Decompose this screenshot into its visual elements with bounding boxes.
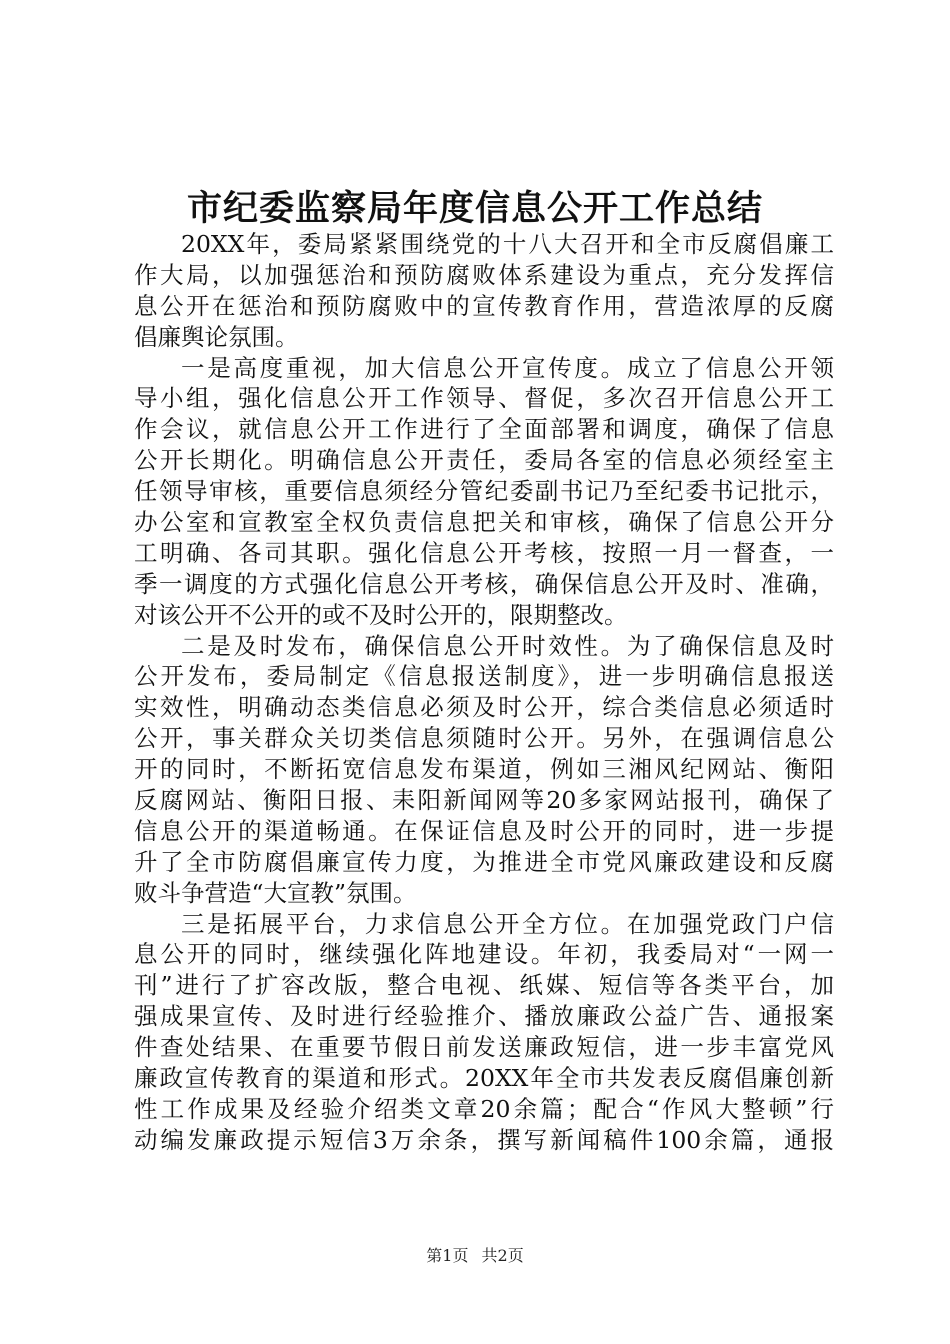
paragraph-2-line-6: 办公室和宣教室全权负责信息把关和审核，确保了信息公开分 — [134, 508, 834, 537]
document-title: 市纪委监察局年度信息公开工作总结 — [186, 188, 763, 229]
paragraph-4-line-8: 动编发廉政提示短信3万余条，撰写新闻稿件100余篇，通报 — [134, 1125, 834, 1154]
paragraph-2-line-7: 工明确、各司其职。强化信息公开考核，按照一月一督查，一 — [134, 538, 834, 567]
paragraph-1-line-3: 息公开在惩治和预防腐败中的宣传教育作用，营造浓厚的反腐 — [134, 291, 834, 320]
paragraph-1-line-1: 20XX年，委局紧紧围绕党的十八大召开和全市反腐倡廉工 — [181, 230, 834, 258]
paragraph-2-line-4: 公开长期化。明确信息公开责任，委局各室的信息必须经室主 — [134, 446, 834, 475]
paragraph-2-line-9: 对该公开不公开的或不及时公开的，限期整改。 — [134, 600, 628, 629]
paragraph-3-line-3: 实效性，明确动态类信息必须及时公开，综合类信息必须适时 — [134, 693, 834, 722]
paragraph-3-line-7: 信息公开的渠道畅通。在保证信息及时公开的同时，进一步提 — [134, 816, 834, 845]
page-number: 第1页 — [426, 1246, 469, 1265]
document-body — [134, 229, 834, 1156]
paragraph-4-line-1: 三是拓展平台，力求信息公开全方位。在加强党政门户信 — [181, 909, 834, 938]
paragraph-3-line-9: 败斗争营造“大宣教”氛围。 — [134, 878, 417, 907]
paragraph-3-line-1: 二是及时发布，确保信息公开时效性。为了确保信息及时 — [181, 631, 834, 660]
page-footer — [0, 1246, 950, 1266]
paragraph-3-line-4: 公开，事关群众关切类信息须随时公开。另外，在强调信息公 — [134, 724, 834, 753]
paragraph-4-line-3: 刊”进行了扩容改版，整合电视、纸媒、短信等各类平台，加 — [134, 971, 834, 1000]
paragraph-2-line-8: 季一调度的方式强化信息公开考核，确保信息公开及时、准确， — [134, 569, 834, 598]
paragraph-3-line-2: 公开发布，委局制定《信息报送制度》，进一步明确信息报送 — [134, 662, 834, 691]
paragraph-1-line-2: 作大局，以加强惩治和预防腐败体系建设为重点，充分发挥信 — [134, 260, 834, 289]
paragraph-2-line-5: 任领导审核，重要信息须经分管纪委副书记乃至纪委书记批示， — [134, 477, 834, 506]
paragraph-3-line-8: 升了全市防腐倡廉宣传力度，为推进全市党风廉政建设和反腐 — [134, 847, 834, 876]
page-total: 共2页 — [481, 1246, 524, 1265]
paragraph-2-line-1: 一是高度重视，加大信息公开宣传度。成立了信息公开领 — [181, 353, 834, 382]
paragraph-2-line-3: 作会议，就信息公开工作进行了全面部署和调度，确保了信息 — [134, 415, 834, 444]
paragraph-4-line-7: 性工作成果及经验介绍类文章20余篇；配合“作风大整顿”行 — [134, 1094, 834, 1123]
paragraph-4-line-5: 件查处结果、在重要节假日前发送廉政短信，进一步丰富党风 — [134, 1033, 834, 1062]
paragraph-3-line-6: 反腐网站、衡阳日报、耒阳新闻网等20多家网站报刊，确保了 — [134, 786, 834, 815]
paragraph-4-line-6: 廉政宣传教育的渠道和形式。20XX年全市共发表反腐倡廉创新 — [134, 1064, 834, 1093]
paragraph-4-line-2: 息公开的同时，继续强化阵地建设。年初，我委局对“一网一 — [134, 940, 834, 969]
paragraph-3-line-5: 开的同时，不断拓宽信息发布渠道，例如三湘风纪网站、衡阳 — [134, 755, 834, 784]
paragraph-1-line-4: 倡廉舆论氛围。 — [134, 322, 299, 351]
paragraph-2-line-2: 导小组，强化信息公开工作领导、督促，多次召开信息公开工 — [134, 384, 834, 413]
paragraph-4-line-4: 强成果宣传、及时进行经验推介、播放廉政公益广告、通报案 — [134, 1002, 834, 1031]
